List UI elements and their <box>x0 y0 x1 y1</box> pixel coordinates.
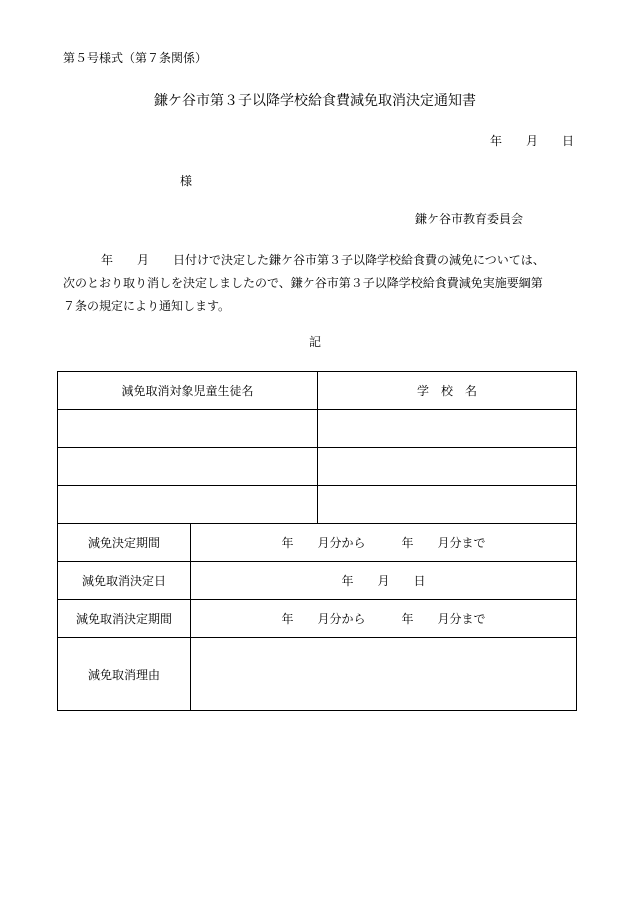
document-title: 鎌ケ谷市第３子以降学校給食費減免取消決定通知書 <box>154 93 476 109</box>
student-name-header: 減免取消対象児童生徒名 <box>58 372 318 410</box>
table-row <box>58 638 577 711</box>
body-line-1: 年 月 日付けで決定した鎌ケ谷市第３子以降学校給食費の減免については、 <box>101 253 545 267</box>
cancel-reason-label: 減免取消理由 <box>58 638 191 711</box>
table-row <box>58 524 577 562</box>
cancel-date-label: 減免取消決定日 <box>58 562 191 600</box>
cancel-period-value[interactable]: 年 月分から 年 月分まで <box>191 600 577 638</box>
cancel-reason-value[interactable] <box>191 638 577 711</box>
body-line-2: 次のとおり取り消しを決定しましたので、鎌ケ谷市第３子以降学校給食費減免実施要綱第 <box>63 276 543 290</box>
school-name-cell[interactable] <box>318 448 577 486</box>
table-row <box>58 562 577 600</box>
table-row <box>58 410 577 448</box>
body-line-3: ７条の規定により通知します。 <box>63 299 231 313</box>
cancel-period-label: 減免取消決定期間 <box>58 600 191 638</box>
issuer-name: 鎌ケ谷市教育委員会 <box>415 212 524 226</box>
ki-heading: 記 <box>308 335 321 349</box>
decision-period-value[interactable]: 年 月分から 年 月分まで <box>191 524 577 562</box>
issue-date: 年 月 日 <box>490 134 575 148</box>
school-name-cell[interactable] <box>318 410 577 448</box>
student-name-cell[interactable] <box>58 486 318 524</box>
student-name-cell[interactable] <box>58 410 318 448</box>
table-row <box>58 486 577 524</box>
school-name-header: 学 校 名 <box>318 372 577 410</box>
table-row <box>58 600 577 638</box>
detail-table <box>57 371 577 711</box>
school-name-cell[interactable] <box>318 486 577 524</box>
cancel-date-value[interactable]: 年 月 日 <box>191 562 577 600</box>
table-header-row <box>58 372 577 410</box>
student-name-cell[interactable] <box>58 448 318 486</box>
table-row <box>58 448 577 486</box>
notice-body <box>63 249 588 318</box>
form-number: 第５号様式（第７条関係） <box>63 51 208 65</box>
addressee-suffix: 様 <box>180 174 193 188</box>
decision-period-label: 減免決定期間 <box>58 524 191 562</box>
